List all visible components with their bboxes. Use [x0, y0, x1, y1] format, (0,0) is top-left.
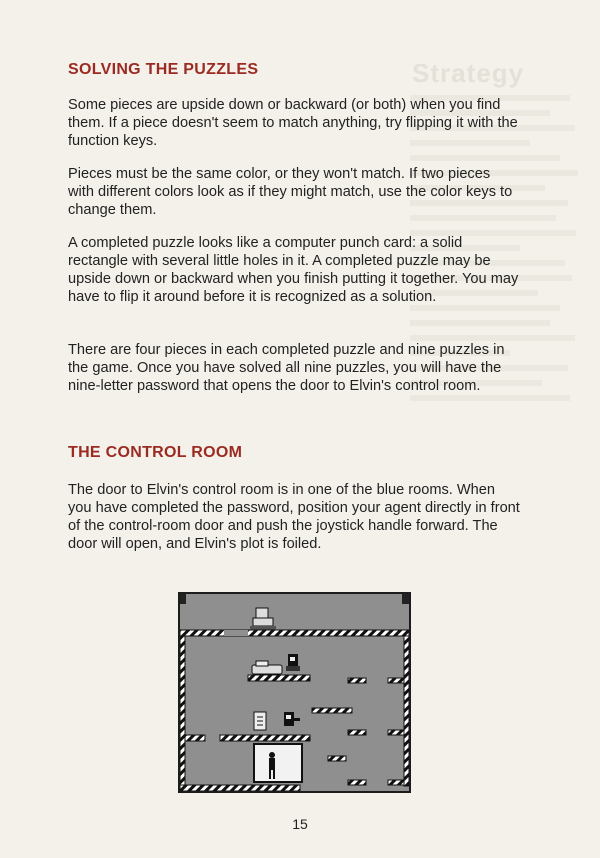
game-screenshot-control-room-icon: [180, 594, 409, 791]
paragraph-password: There are four pieces in each completed puzzle and nine puzzles in the game. Once you have solved all nine puzzles, you will have the nine-letter password that opens the door to Elvin's control room.: [68, 342, 505, 394]
paragraph-control-room-door: The door to Elvin's control room is in one of the blue rooms. When you have completed the password, position your agent directly in front of the control-room door and push the joystick handle forward. The door will open, and Elvin's plot is foiled.: [68, 482, 520, 552]
paragraph-flipping: Some pieces are upside down or backward (or both) when you find them. If a piece doesn't seem to match anything, try flipping it with the function keys.: [68, 97, 518, 149]
paragraph-color-matching: Pieces must be the same color, or they won't match. If two pieces with different colors look as if they might match, use the color keys to change them.: [68, 166, 513, 218]
game-screenshot-figure: [178, 592, 411, 793]
section-heading-solving-puzzles: SOLVING THE PUZZLES: [68, 61, 259, 78]
show-through-text: Strategy: [412, 58, 525, 88]
section-heading-control-room: THE CONTROL ROOM: [68, 444, 243, 461]
paragraph-punch-card: A completed puzzle looks like a computer punch card: a solid rectangle with several little holes in it. A completed puzzle may be upside down or backward when you finish putting it together. You may have to flip it around before it is recognized as a solution.: [68, 235, 519, 305]
page-number: 15: [292, 816, 308, 832]
